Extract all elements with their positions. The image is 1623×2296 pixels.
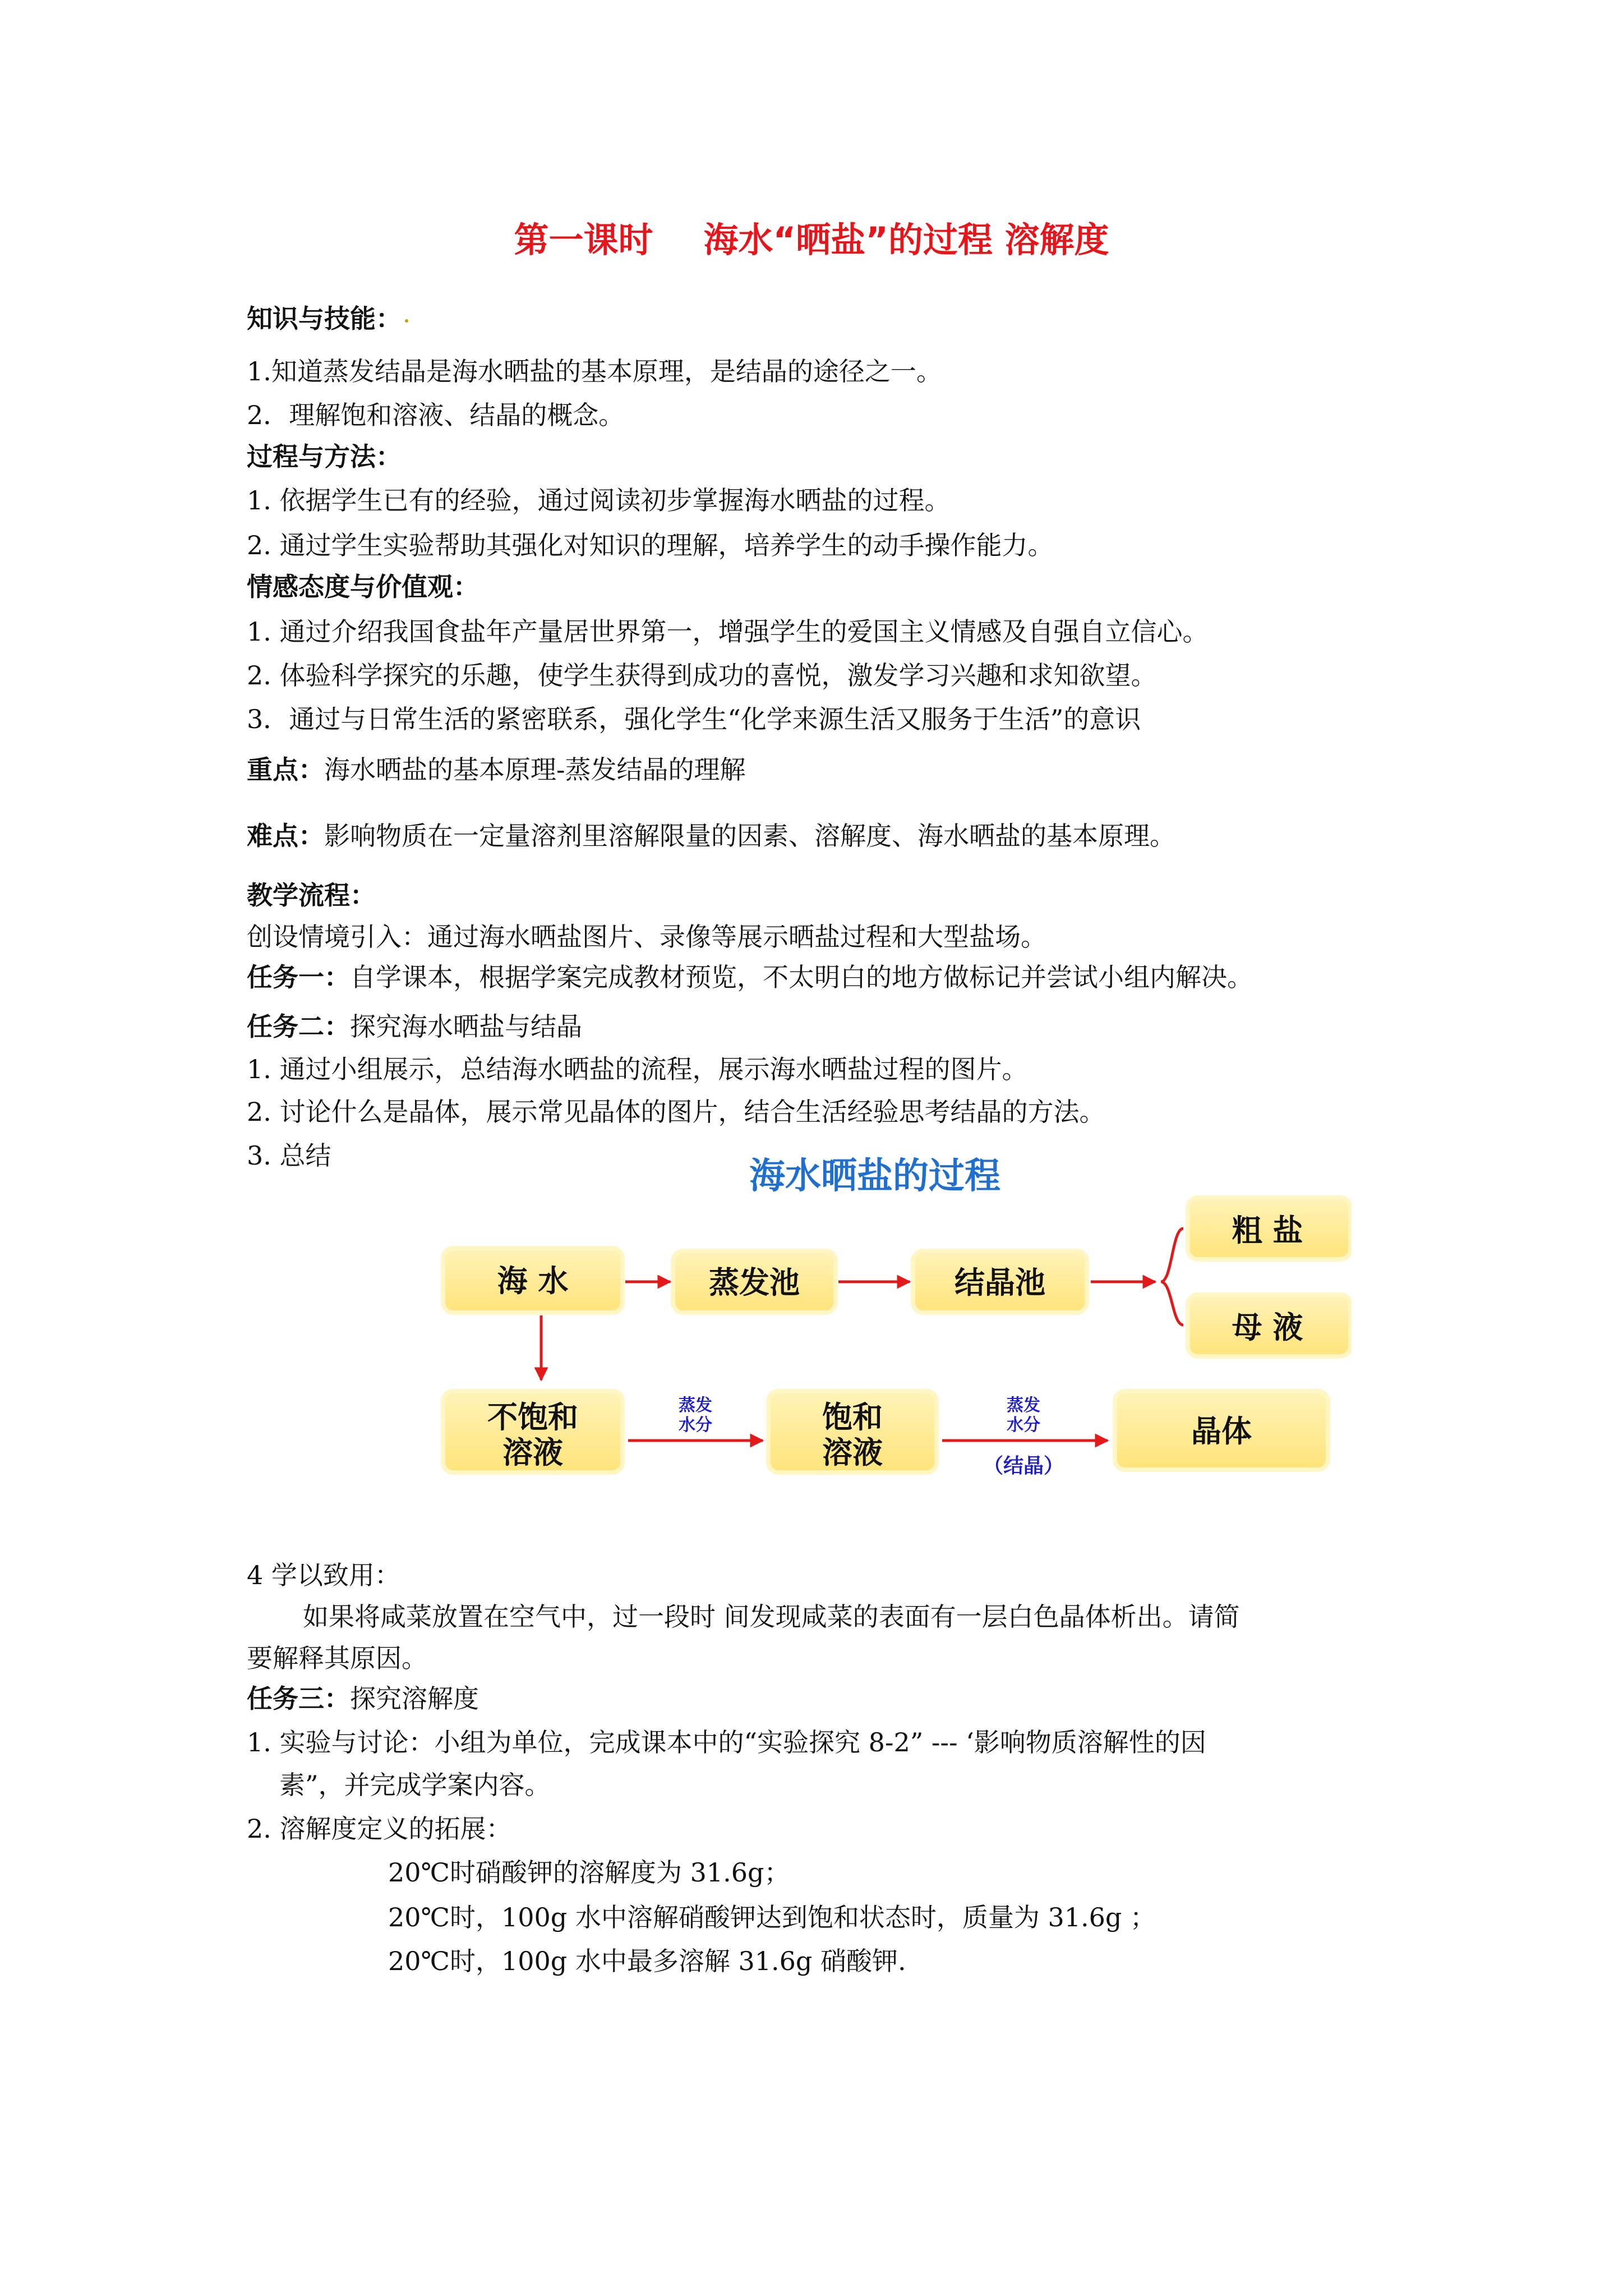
diagram-title: 海水晒盐的过程 — [749, 1156, 1000, 1197]
crude-salt-label: 粗 盐 — [1232, 1213, 1303, 1248]
definition-3: 20℃时，100g 水中最多溶解 31.6g 硝酸钾. — [388, 1946, 906, 1976]
process-item-1: 1. 依据学生已有的经验，通过阅读初步掌握海水晒盐的过程。 — [247, 485, 951, 516]
unsaturated-label-2: 溶液 — [502, 1435, 563, 1470]
apply-text-1: 如果将咸菜放置在空气中，过一段时 间发现咸菜的表面有一层白色晶体析出。请简 — [303, 1602, 1240, 1632]
sea-salt-process-diagram — [432, 1144, 1352, 1503]
difficult-point: 难点：影响物质在一定量溶剂里溶解限量的因素、溶解度、海水晒盐的基本原理。 — [247, 821, 1175, 851]
definition-2: 20℃时，100g 水中溶解硝酸钾达到饱和状态时，质量为 31.6g ； — [388, 1902, 1156, 1932]
task-2-item-1: 1. 通过小组展示，总结海水晒盐的流程，展示海水晒盐过程的图片。 — [247, 1054, 1028, 1084]
evaporate-water-label-1a: 蒸发 — [679, 1396, 712, 1415]
definition-1: 20℃时硝酸钾的溶解度为 31.6g； — [388, 1857, 790, 1888]
evaporate-water-label-1b: 水分 — [679, 1415, 712, 1435]
flow-heading: 教学流程： — [247, 880, 376, 910]
task-1: 任务一：自学课本，根据学案完成教材预览，不太明白的地方做标记并尝试小组内解决。 — [247, 962, 1253, 992]
seawater-label: 海 水 — [497, 1263, 569, 1299]
process-heading: 过程与方法： — [247, 441, 402, 472]
emotion-item-3: 3．通过与日常生活的紧密联系，强化学生“化学来源生活又服务于生活”的意识 — [247, 704, 1141, 734]
crystal-label: 晶体 — [1191, 1414, 1252, 1449]
evaporate-water-label-2a: 蒸发 — [1007, 1396, 1040, 1415]
knowledge-heading: 知识与技能： — [247, 302, 408, 335]
emotion-heading: 情感态度与价值观： — [247, 572, 479, 602]
mother-liquor-label: 母 液 — [1232, 1310, 1303, 1345]
task-3: 任务三：探究溶解度 — [247, 1683, 479, 1714]
key-point: 重点：海水晒盐的基本原理-蒸发结晶的理解 — [247, 754, 746, 785]
flow-intro: 创设情境引入：通过海水晒盐图片、录像等展示晒盐过程和大型盐场。 — [247, 922, 1046, 952]
crystallization-note: （结晶） — [983, 1455, 1064, 1478]
apply-heading: 4 学以致用： — [247, 1560, 400, 1590]
task-3-item-1b: 素”，并完成学案内容。 — [279, 1770, 551, 1800]
emotion-item-2: 2. 体验科学探究的乐趣，使学生获得到成功的喜悦，激发学习兴趣和求知欲望。 — [247, 660, 1157, 691]
evaporation-pond-label: 蒸发池 — [709, 1265, 800, 1300]
knowledge-item-1: 1.知道蒸发结晶是海水晒盐的基本原理，是结晶的途径之一。 — [247, 356, 942, 386]
branch-brace — [1161, 1228, 1183, 1325]
ink-speck — [405, 319, 408, 323]
task-2-item-3: 3. 总结 — [247, 1140, 331, 1171]
evaporate-water-label-2b: 水分 — [1007, 1415, 1040, 1435]
emotion-item-1: 1. 通过介绍我国食盐年产量居世界第一，增强学生的爱国主义情感及自强自立信心。 — [247, 616, 1209, 647]
saturated-label-1: 饱和 — [822, 1400, 883, 1435]
apply-text-2: 要解释其原因。 — [247, 1643, 427, 1673]
task-3-item-1a: 1. 实验与讨论：小组为单位，完成课本中的“实验探究 8-2” --- ‘影响物质溶解性的因 — [247, 1727, 1206, 1757]
process-item-2: 2. 通过学生实验帮助其强化对知识的理解，培养学生的动手操作能力。 — [247, 530, 1054, 560]
crystallization-pond-label: 结晶池 — [955, 1265, 1045, 1300]
task-3-item-2: 2. 溶解度定义的拓展： — [247, 1814, 512, 1844]
unsaturated-label-1: 不饱和 — [487, 1400, 578, 1435]
task-2: 任务二：探究海水晒盐与结晶 — [247, 1011, 582, 1042]
task-2-item-2: 2. 讨论什么是晶体，展示常见晶体的图片，结合生活经验思考结晶的方法。 — [247, 1097, 1105, 1127]
page-title: 第一课时 海水“晒盐”的过程 溶解度 — [514, 219, 1109, 260]
knowledge-item-2: 2．理解饱和溶液、结晶的概念。 — [247, 400, 625, 430]
saturated-label-2: 溶液 — [822, 1435, 883, 1470]
